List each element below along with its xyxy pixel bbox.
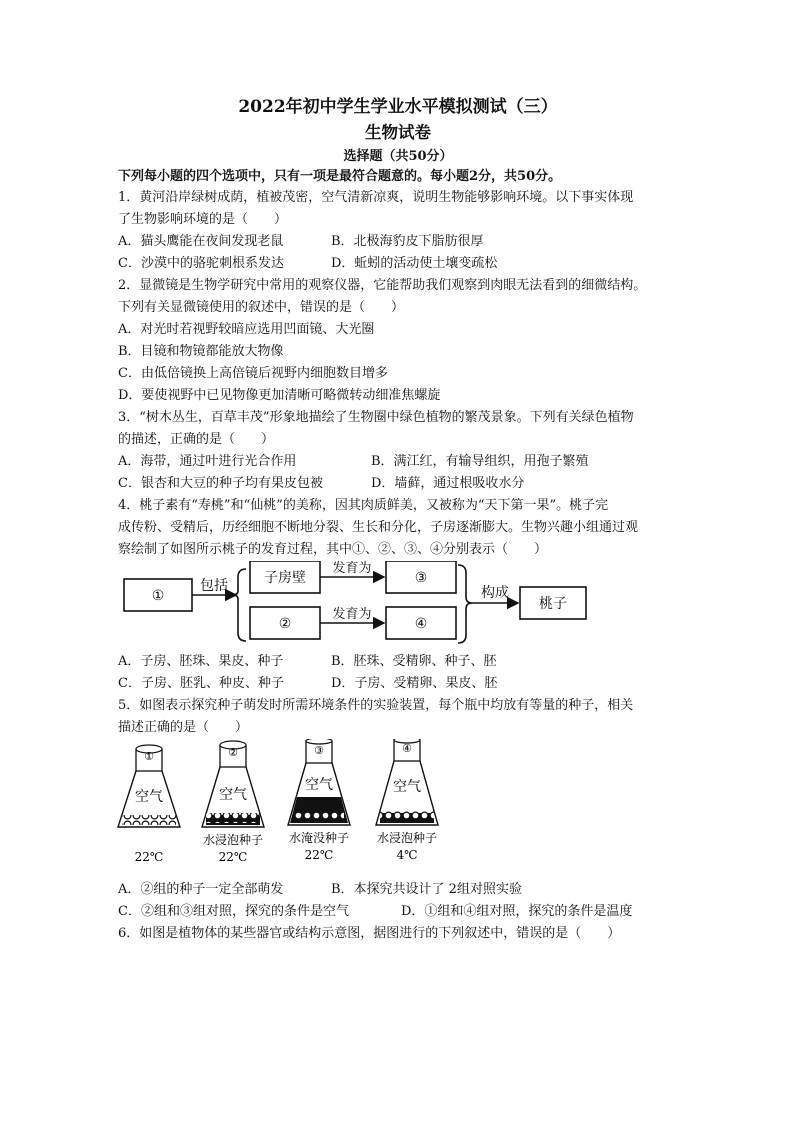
option-a: A．②组的种子一定全部萌发 [118, 882, 284, 897]
seeds [206, 813, 260, 823]
flask-label: 水淹没种子 [288, 831, 350, 845]
option-a: A．海带，通过叶进行光合作用 [118, 454, 297, 469]
option-a: A．猫头鹰能在夜间发现老鼠 [118, 234, 284, 249]
peach-development-diagram [114, 561, 674, 651]
question-text: 1．黄河沿岸绿树成荫，植被茂密，空气清新凉爽，说明生物能够影响环境。以下事实体现 [118, 190, 634, 205]
flask-number: ③ [314, 744, 324, 757]
option-b: B．满江红，有输导组织，用孢子繁殖 [371, 454, 589, 469]
option-row [118, 879, 678, 901]
question-4 [118, 495, 678, 695]
flask-temp: 22℃ [218, 850, 248, 864]
seeds [380, 811, 434, 821]
option-c: C．沙漠中的骆驼刺根系发达 [118, 256, 284, 271]
option-d: D．子房、受精卵、果皮、胚 [331, 676, 498, 691]
diagram-label-2: ② [278, 616, 292, 632]
flask-label: 水浸泡种子 [376, 831, 438, 845]
diagram-label-develop: 发育为 [332, 607, 372, 622]
diagram-label-peach: 桃子 [539, 596, 567, 612]
question-text: 2．显微镜是生物学研究中常用的观察仪器，它能帮助我们观察到肉眼无法看到的细微结构。 [118, 278, 647, 293]
diagram-label-1: ① [151, 588, 165, 604]
diagram-brace [232, 569, 246, 641]
flask-2 [202, 741, 264, 864]
question-text: 4．桃子素有“寿桃”和“仙桃”的美称，因其肉质鲜美，又被称为“天下第一果”。桃子完 [118, 498, 609, 513]
diagram-label-3: ③ [414, 570, 428, 586]
option-b: B．胚珠、受精卵、种子、胚 [331, 654, 497, 669]
question-text: 的描述，正确的是（ ） [118, 432, 275, 447]
page-subtitle: 生物试卷 [365, 123, 431, 142]
question-6 [118, 923, 678, 945]
exam-page [118, 96, 678, 945]
diagram-label-4: ④ [414, 616, 428, 632]
option-a: A．对光时若视野较暗应选用凹面镜、大光圈 [118, 322, 375, 337]
flask-temp: 22℃ [134, 850, 164, 864]
option-row [118, 651, 678, 673]
instructions: 下列每小题的四个选项中，只有一项是最符合题意的。每小题2分，共50分。 [118, 169, 562, 184]
question-text: 5．如图表示探究种子萌发时所需环境条件的实验装置，每个瓶中均放有等量的种子，相关 [118, 698, 634, 713]
diagram-label-develop: 发育为 [332, 561, 372, 576]
section-heading: 选择题（共50分） [343, 149, 453, 164]
option-row [118, 451, 678, 473]
seeds [122, 815, 176, 825]
option-c: C．子房、胚乳、种皮、种子 [118, 676, 284, 691]
option-d: D．墙藓，通过根吸收水分 [371, 476, 525, 491]
diagram-label-compose: 构成 [481, 585, 509, 601]
option-d: D．要使视野中已见物像更加清晰可略微转动细准焦螺旋 [118, 388, 441, 403]
flask-air-label: 空气 [305, 777, 333, 793]
flask-label: 水浸泡种子 [202, 833, 264, 847]
diagram-label-ovary-wall: 子房壁 [264, 570, 306, 586]
seed-germination-diagram [114, 739, 474, 879]
seeds [294, 811, 344, 821]
flask-1 [118, 745, 180, 864]
question-text: 6．如图是植物体的某些器官或结构示意图，据图进行的下列叙述中，错误的是（ ） [118, 926, 621, 941]
question-text: 描述正确的是（ ） [118, 720, 249, 735]
question-text: 察绘制了如图所示桃子的发育过程，其中①、②、③、④分别表示（ ） [118, 542, 548, 557]
option-row [118, 231, 678, 253]
question-text: 了生物影响环境的是（ ） [118, 212, 288, 227]
question-5 [118, 695, 678, 923]
option-a: A．子房、胚珠、果皮、种子 [118, 654, 284, 669]
option-d: D．蚯蚓的活动使土壤变疏松 [331, 256, 498, 271]
option-c: C．②组和③组对照，探究的条件是空气 [118, 904, 349, 919]
question-1 [118, 187, 678, 275]
option-b: B．本探究共设计了 2组对照实验 [331, 882, 522, 897]
diagram-brace [458, 565, 472, 643]
question-2 [118, 275, 678, 407]
question-text: 下列有关显微镜使用的叙述中，错误的是（ ） [118, 300, 405, 315]
flask-4 [376, 739, 438, 862]
diagram-label-include: 包括 [200, 578, 228, 594]
option-b: B．目镜和物镜都能放大物像 [118, 344, 284, 359]
option-row [118, 473, 678, 495]
flask-number: ④ [402, 742, 412, 755]
question-text: 3．“树木丛生，百草丰茂”形象地描绘了生物圈中绿色植物的繁茂景象。下列有关绿色植物 [118, 410, 634, 425]
flask-number: ① [144, 750, 154, 763]
flask-number: ② [228, 746, 238, 759]
flask-air-label: 空气 [393, 779, 421, 795]
flask-air-label: 空气 [135, 789, 163, 805]
option-c: C．银杏和大豆的种子均有果皮包被 [118, 476, 323, 491]
option-b: B．北极海豹皮下脂肪很厚 [331, 234, 484, 249]
page-title: 2022年初中学生学业水平模拟测试（三） [238, 97, 558, 117]
option-row [118, 673, 678, 695]
option-row [118, 253, 678, 275]
option-d: D．①组和④组对照，探究的条件是温度 [401, 904, 633, 919]
question-3 [118, 407, 678, 495]
flask-air-label: 空气 [219, 787, 247, 803]
option-row [118, 901, 678, 923]
flask-temp: 4℃ [396, 848, 418, 862]
flask-temp: 22℃ [304, 848, 334, 862]
flask-3 [288, 739, 350, 862]
question-text: 成传粉、受精后，历经细胞不断地分裂、生长和分化，子房逐渐膨大。生物兴趣小组通过观 [118, 520, 639, 535]
option-c: C．由低倍镜换上高倍镜后视野内细胞数目增多 [118, 366, 388, 381]
